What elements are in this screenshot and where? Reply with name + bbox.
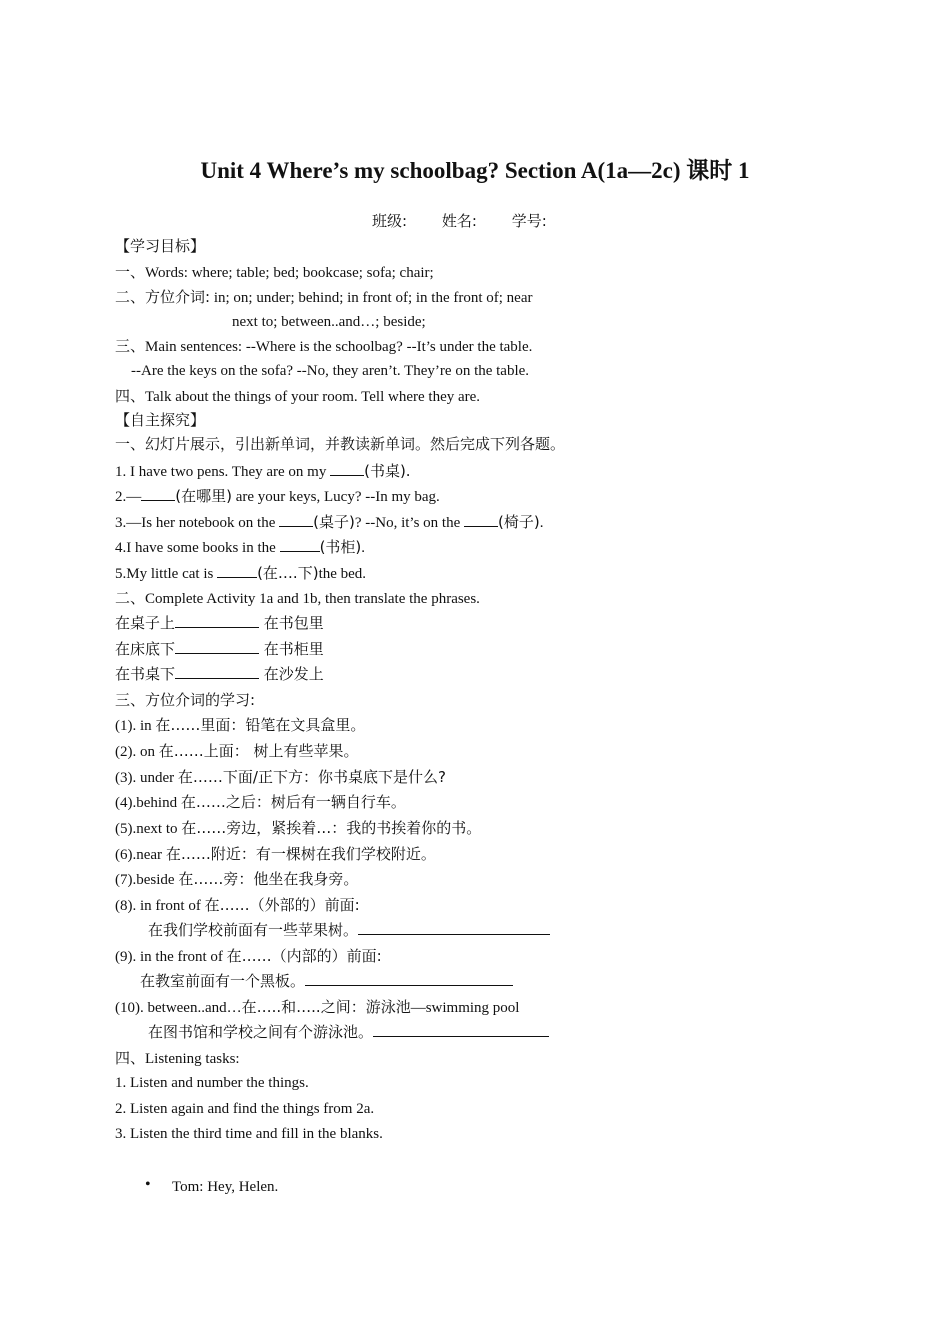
answer-blank[interactable] (279, 512, 313, 527)
name-label: 姓名: (441, 212, 477, 230)
prep-4-example: 在……之后：树后有一辆自行车。 (180, 793, 406, 811)
phrase-2b: 在书柜里 (263, 640, 324, 658)
question-2-text: are your keys, Lucy? --In my bag. (231, 489, 440, 505)
question-4 (115, 537, 365, 558)
prep-4-word: (4).behind (115, 795, 181, 811)
prep-7-example: 在……旁：他坐在我身旁。 (178, 870, 359, 888)
prep-10 (115, 997, 519, 1018)
objective-3-cont: --Are the keys on the sofa? --No, they aren’t. They’re on the table. (131, 363, 530, 379)
answer-blank[interactable] (175, 664, 259, 679)
objective-3-text: Main sentences: --Where is the schoolbag? --It’s under the table. (145, 339, 533, 355)
question-5-end: the bed. (318, 566, 367, 582)
page-title: Unit 4 Where’s my schoolbag? Section A(1a—2c) 课时 1 (200, 158, 750, 183)
bullet-icon: • (145, 1176, 151, 1193)
listening-task-3: 3. Listen the third time and fill in the blanks. (115, 1126, 383, 1142)
part2-header (115, 588, 480, 609)
phrase-row-1 (115, 613, 324, 633)
answer-blank[interactable] (330, 461, 364, 476)
prep-7 (115, 869, 358, 890)
prep-9 (115, 946, 382, 967)
phrase-3a: 在书桌下 (115, 665, 176, 683)
prep-10-translate (148, 1022, 549, 1042)
prep-8 (115, 895, 360, 916)
objective-1-num: 一、 (115, 263, 146, 281)
objective-2 (115, 287, 533, 308)
question-4-end: . (361, 540, 366, 556)
student-info (372, 210, 577, 231)
prep-1-word: (1). in (115, 718, 156, 734)
prep-6-word: (6).near (115, 847, 166, 863)
question-3-end: . (539, 515, 544, 531)
answer-blank[interactable] (358, 920, 550, 935)
phrase-1a: 在桌子上 (115, 614, 176, 632)
objective-2-num: 二、方位介词: (115, 288, 211, 306)
phrase-3b: 在沙发上 (263, 665, 324, 683)
prep-6 (115, 844, 436, 865)
objective-2-text: in; on; under; behind; in front of; in the front of; near (213, 290, 533, 306)
prep-5-example: 在……旁边，紧挨着…：我的书挨着你的书。 (181, 819, 482, 837)
answer-blank[interactable] (305, 971, 513, 986)
part4-num: 四、 (115, 1049, 146, 1067)
prep-3-example: 在……下面/正下方：你书桌底下是什么? (177, 768, 446, 786)
listening-task-1: 1. Listen and number the things. (115, 1075, 309, 1091)
part3-header: 三、方位介词的学习: (115, 691, 256, 709)
prep-10-meaning: 在…..和…..之间：游泳池 (241, 998, 411, 1016)
prep-9-word: (9). in the front of (115, 949, 227, 965)
prep-8-translate (148, 920, 550, 940)
prep-8-meaning: 在……（外部的）前面: (204, 896, 360, 914)
objective-3 (115, 336, 532, 357)
objective-4-num: 四、 (115, 387, 146, 405)
prep-2-example: 在……上面： 树上有些苹果。 (158, 742, 359, 760)
prep-4 (115, 792, 406, 813)
answer-blank[interactable] (175, 639, 259, 654)
phrase-row-2 (115, 639, 324, 659)
prep-1 (115, 715, 365, 736)
prep-5-word: (5).next to (115, 821, 182, 837)
question-3-text-b: ? --No, it’s on the (354, 515, 465, 531)
answer-blank[interactable] (373, 1022, 549, 1037)
prep-2 (115, 741, 359, 762)
phrase-1b: 在书包里 (263, 614, 324, 632)
objective-4 (115, 386, 480, 407)
question-5-hint: (在….下) (257, 564, 319, 582)
listening-task-2: 2. Listen again and find the things from 2a. (115, 1101, 375, 1117)
dialog-line-1: Tom: Hey, Helen. (172, 1179, 279, 1195)
objective-4-text: Talk about the things of your room. Tell where they are. (145, 389, 481, 405)
prep-8-word: (8). in front of (115, 898, 205, 914)
question-1-text: 1. I have two pens. They are on my (115, 464, 331, 480)
question-2 (115, 486, 440, 507)
prep-6-example: 在……附近：有一棵树在我们学校附近。 (165, 845, 436, 863)
phrase-row-3 (115, 664, 324, 684)
part4-header (115, 1048, 240, 1069)
prep-8-sentence: 在我们学校前面有一些苹果树。 (148, 921, 359, 939)
answer-blank[interactable] (175, 613, 259, 628)
question-2-hint: (在哪里) (175, 487, 232, 505)
objective-3-num: 三、 (115, 337, 146, 355)
question-4-text: 4.I have some books in the (115, 540, 280, 556)
prep-10-word: (10). between..and… (115, 1000, 242, 1016)
section-header-objectives: 【学习目标】 (115, 237, 206, 255)
explore-intro: 一、幻灯片展示，引出新单词，并教读新单词。然后完成下列各题。 (115, 435, 566, 453)
objective-1-text: Words: where; table; bed; bookcase; sofa; chair; (145, 265, 434, 281)
objective-2-cont: next to; between..and…; beside; (232, 314, 426, 330)
section-header-explore: 【自主探究】 (115, 411, 206, 429)
prep-5 (115, 818, 481, 839)
prep-2-word: (2). on (115, 744, 159, 760)
prep-3 (115, 767, 446, 788)
prep-9-translate (140, 971, 513, 991)
question-3-hint-b: (椅子) (498, 513, 540, 531)
prep-3-word: (3). under (115, 770, 178, 786)
question-5-text: 5.My little cat is (115, 566, 218, 582)
objective-1 (115, 262, 434, 283)
prep-1-example: 在……里面：铅笔在文具盒里。 (155, 716, 366, 734)
part2-text: Complete Activity 1a and 1b, then translate the phrases. (145, 591, 480, 607)
answer-blank[interactable] (464, 512, 498, 527)
question-3 (115, 512, 543, 533)
part2-num: 二、 (115, 589, 146, 607)
part4-text: Listening tasks: (145, 1051, 240, 1067)
question-1 (115, 461, 411, 482)
question-4-hint: (书柜) (319, 538, 362, 556)
phrase-2a: 在床底下 (115, 640, 176, 658)
question-3-text-a: 3.—Is her notebook on the (115, 515, 280, 531)
number-label: 学号: (511, 212, 547, 230)
prep-10-sentence: 在图书馆和学校之间有个游泳池。 (148, 1023, 374, 1041)
answer-blank[interactable] (141, 486, 175, 501)
prep-7-word: (7).beside (115, 872, 179, 888)
answer-blank[interactable] (217, 563, 257, 578)
prep-9-meaning: 在……（内部的）前面: (226, 947, 382, 965)
answer-blank[interactable] (280, 537, 320, 552)
question-3-hint-a: (桌子) (313, 513, 355, 531)
prep-9-sentence: 在教室前面有一个黑板。 (140, 972, 306, 990)
prep-10-english: —swimming pool (410, 1000, 520, 1016)
question-1-hint: (书桌). (364, 462, 411, 480)
class-label: 班级: (372, 212, 408, 230)
question-2-prefix: 2.— (115, 489, 142, 505)
question-5 (115, 563, 366, 584)
